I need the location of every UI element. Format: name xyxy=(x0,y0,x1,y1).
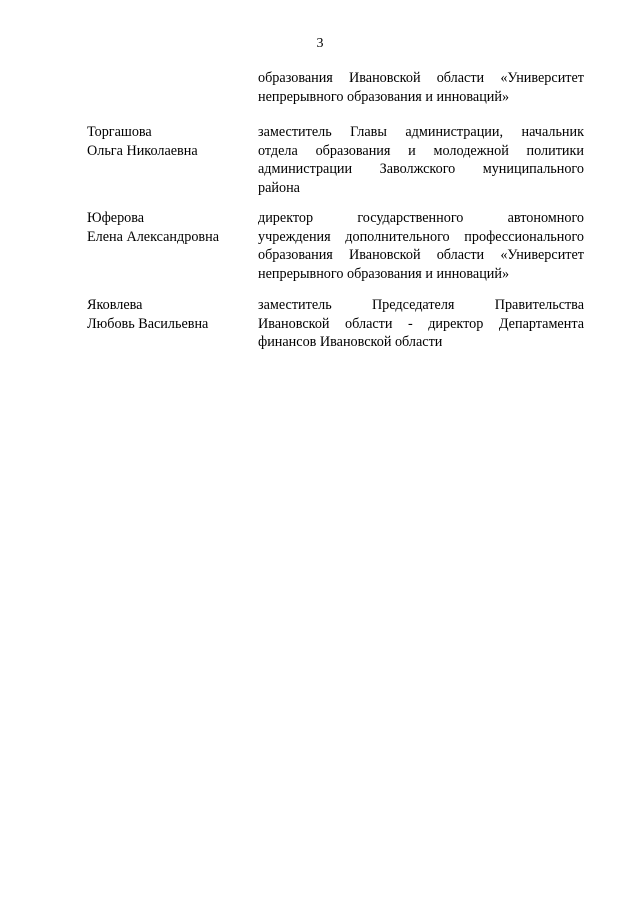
member-surname: Яковлева xyxy=(87,297,143,313)
member-position xyxy=(258,209,584,283)
position-line: директор государственного автономного xyxy=(258,210,584,226)
position-line: отдела образования и молодежной политики xyxy=(258,142,584,159)
member-position xyxy=(258,296,584,352)
position-line: финансов Ивановской области xyxy=(258,334,443,350)
continuation-line: образования Ивановской области «Университет xyxy=(258,70,584,86)
position-line: администрации Заволжского муниципального xyxy=(258,161,584,177)
member-name xyxy=(87,296,255,333)
member-given-names: Любовь Васильевна xyxy=(87,315,209,332)
continuation-text xyxy=(258,69,584,106)
position-line: заместитель Главы администрации, начальник xyxy=(258,124,584,140)
member-surname: Торгашова xyxy=(87,124,152,140)
position-line: района xyxy=(258,179,300,196)
position-line: Ивановской области - директор Департамента xyxy=(258,315,584,332)
member-position xyxy=(258,123,584,197)
member-name xyxy=(87,209,255,246)
member-surname: Юферова xyxy=(87,210,145,226)
member-given-names: Елена Александровна xyxy=(87,228,219,245)
page-number: 3 xyxy=(316,36,324,51)
position-line: непрерывного образования и инноваций» xyxy=(258,265,510,282)
position-line: учреждения дополнительного профессионального xyxy=(258,228,584,245)
position-line: заместитель Председателя Правительства xyxy=(258,297,584,313)
member-given-names: Ольга Николаевна xyxy=(87,142,198,159)
member-name xyxy=(87,123,255,160)
continuation-line: непрерывного образования и инноваций» xyxy=(258,88,510,105)
position-line: образования Ивановской области «Университет xyxy=(258,247,584,263)
